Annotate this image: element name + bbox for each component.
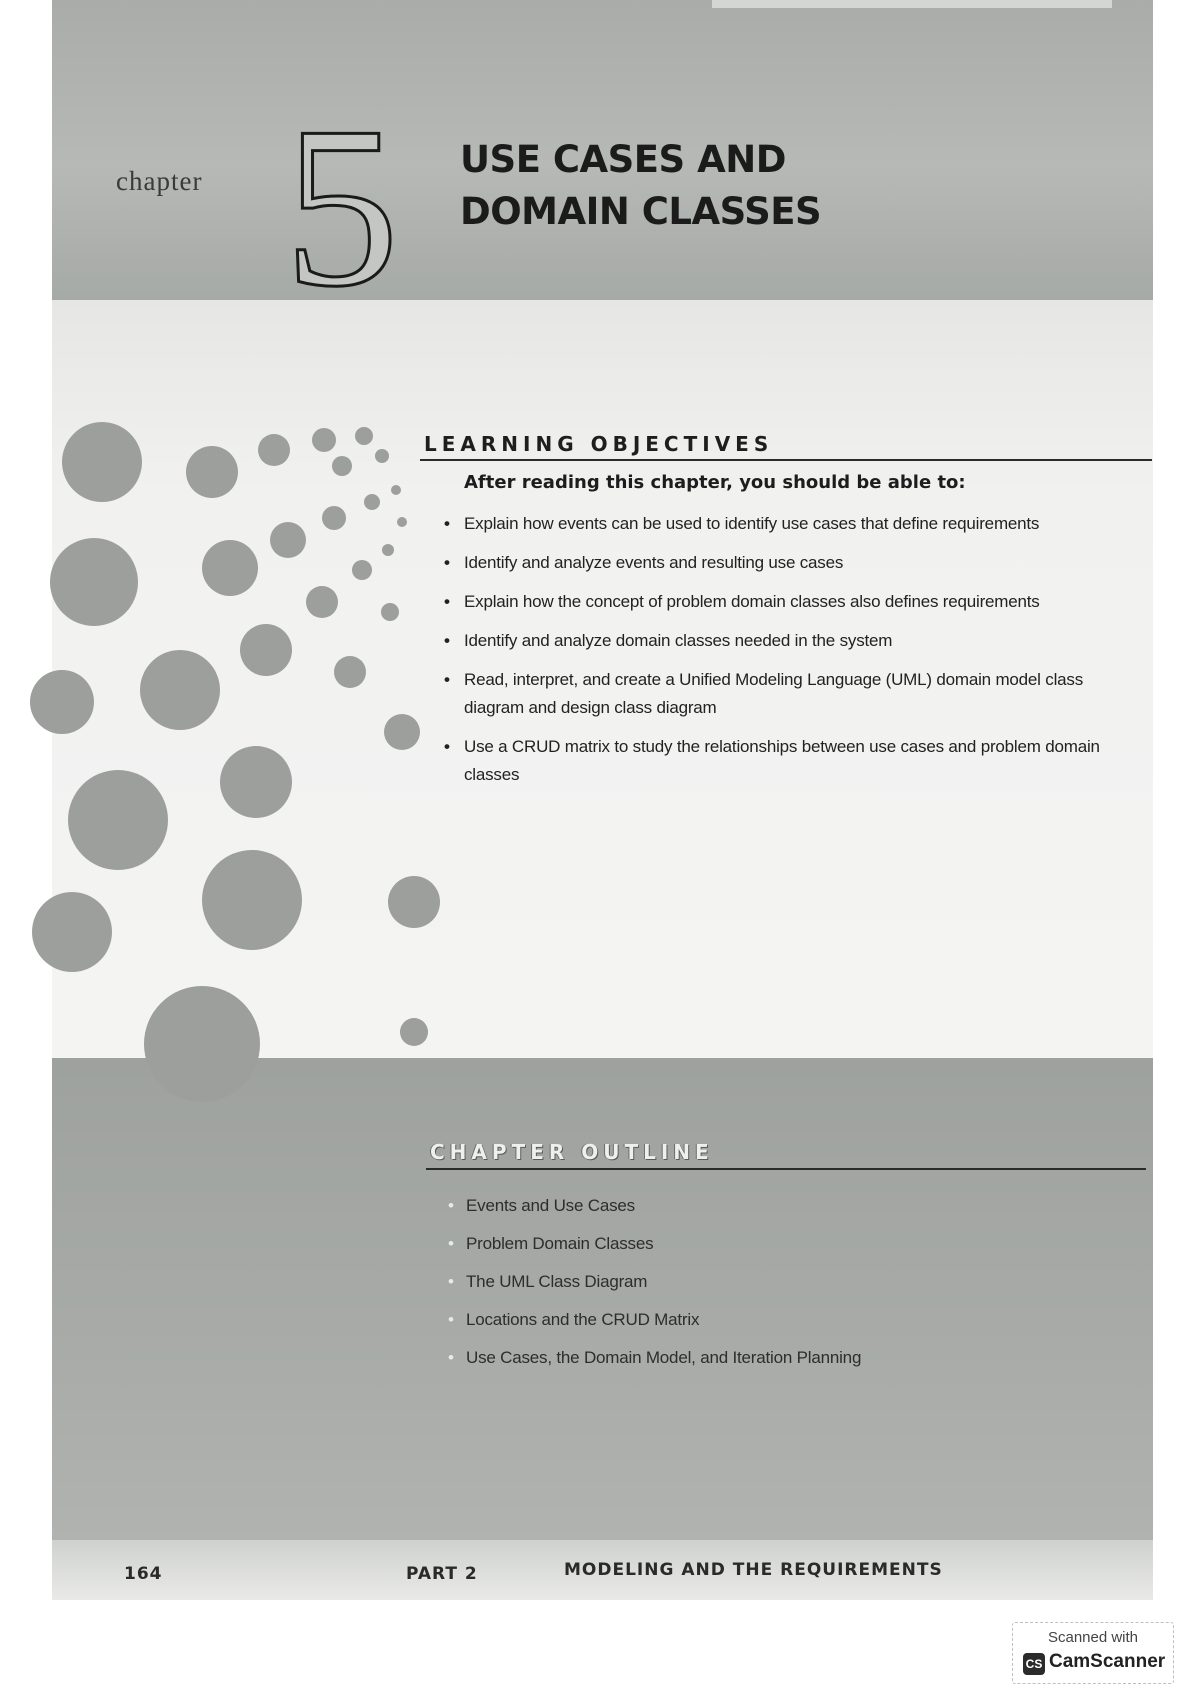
bullet-icon: • [448, 1310, 454, 1329]
top-strip [712, 0, 1112, 8]
bullet-icon: • [444, 670, 450, 689]
list-item: • Explain how the concept of problem domain classes also defines requirements [444, 588, 1144, 616]
camscanner-logo-icon: CS [1023, 1653, 1045, 1675]
bullet-icon: • [448, 1348, 454, 1367]
decorative-dot-pattern [52, 432, 418, 1056]
list-item: • Identify and analyze events and resulting use cases [444, 549, 1144, 577]
learning-objectives-intro: After reading this chapter, you should be able to: [464, 472, 966, 493]
chapter-title [460, 134, 821, 238]
camscanner-badge [1012, 1622, 1174, 1684]
bullet-icon: • [444, 553, 450, 572]
learning-objectives-rule [420, 459, 1152, 461]
scanned-page [52, 0, 1153, 1600]
bullet-icon: • [448, 1234, 454, 1253]
list-item: • Locations and the CRUD Matrix [444, 1306, 1124, 1334]
list-item: • Explain how events can be used to identify use cases that define requirements [444, 510, 1144, 538]
chapter-outline-list [444, 1192, 1124, 1382]
chapter-title-line2: DOMAIN CLASSES [460, 190, 822, 233]
svg-text:5: 5 [284, 79, 399, 334]
list-item: • Events and Use Cases [444, 1192, 1124, 1220]
learning-objectives-list [444, 510, 1144, 800]
page-number: 164 [124, 1564, 163, 1584]
learning-objectives-heading: LEARNING OBJECTIVES [424, 432, 774, 456]
chapter-number [280, 79, 440, 334]
bullet-icon: • [444, 592, 450, 611]
bullet-icon: • [444, 631, 450, 650]
chapter-outline-rule [426, 1168, 1146, 1170]
list-item: • Use a CRUD matrix to study the relationships between use cases and problem domain classes [444, 733, 1144, 789]
list-item: • Read, interpret, and create a Unified Modeling Language (UML) domain model class diagram and design class diagram [444, 666, 1144, 722]
part-label: PART 2 [406, 1564, 478, 1584]
part-title: MODELING AND THE REQUIREMENTS [564, 1560, 943, 1580]
bullet-icon: • [444, 737, 450, 756]
bullet-icon: • [448, 1272, 454, 1291]
list-item: • Identify and analyze domain classes needed in the system [444, 627, 1144, 655]
list-item: • Problem Domain Classes [444, 1230, 1124, 1258]
list-item: • The UML Class Diagram [444, 1268, 1124, 1296]
bullet-icon: • [448, 1196, 454, 1215]
badge-caption: Scanned with [1047, 1629, 1139, 1646]
chapter-outline-heading: CHAPTER OUTLINE [430, 1140, 714, 1164]
bullet-icon: • [444, 514, 450, 533]
chapter-label: chapter [116, 166, 203, 196]
chapter-title-line1: USE CASES AND [460, 138, 786, 181]
badge-brand: CamScanner [1049, 1651, 1166, 1672]
list-item: • Use Cases, the Domain Model, and Iteration Planning [444, 1344, 1124, 1372]
